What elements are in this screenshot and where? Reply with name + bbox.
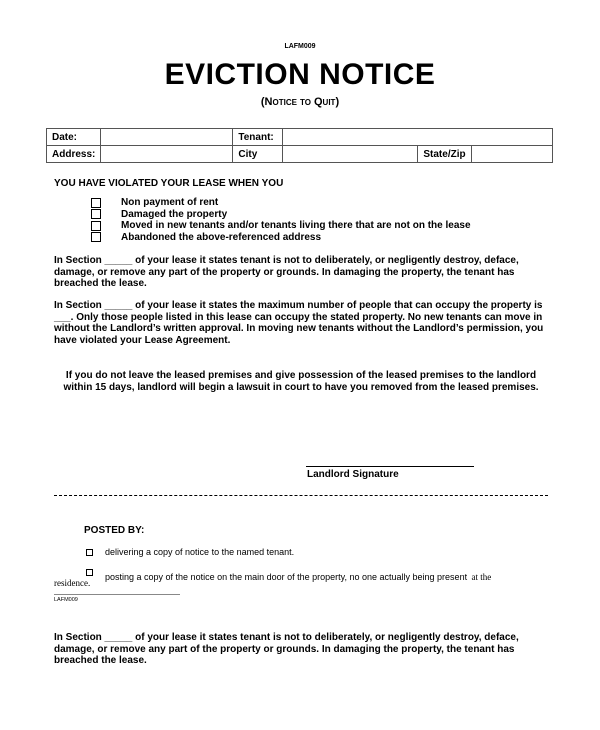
dashed-separator <box>54 495 548 496</box>
date-label: Date: <box>47 129 101 146</box>
violation-label: Moved in new tenants and/or tenants living there that are not on the lease <box>121 220 471 232</box>
signature-line[interactable] <box>306 466 474 467</box>
violation-label: Non payment of rent <box>121 197 219 209</box>
damage-paragraph: In Section _____ of your lease it states tenant is not to deliberately, or negligently destroy, deface, damage, or remove any part of the property or grounds. In damaging the property, the tenant has breached the lease. <box>54 255 519 290</box>
violation-label: Damaged the property <box>121 208 228 220</box>
violation-item <box>91 220 471 232</box>
document-title: EVICTION NOTICE <box>164 58 436 91</box>
posted-option-checkbox[interactable] <box>86 569 93 576</box>
info-row-date <box>47 129 553 146</box>
checkbox[interactable] <box>91 221 101 231</box>
warning-paragraph: If you do not leave the leased premises and give possession of the leased premises to the landlord within 15 days, landlord will begin a lawsuit in court to have you removed from the leased premises. <box>63 370 539 393</box>
state-zip-label: State/Zip <box>418 146 471 163</box>
info-row-address <box>47 146 553 163</box>
form-code: LAFM009 <box>284 43 316 50</box>
violation-label: Abandoned the above-referenced address <box>121 231 322 243</box>
occupancy-paragraph: In Section _____ of your lease it states the maximum number of people that can occupy the property is ___. Only those people listed in this lease can occupy the stated property. No new tenants can move in without the Landlord’s written approval. In moving new tenants without the Landlord’s permission, you have violated your Lease Agreement. <box>54 300 544 347</box>
signature-label: Landlord Signature <box>307 469 399 480</box>
posted-option-2-tail: at the <box>471 572 492 582</box>
posted-option-2-label: posting a copy of the notice on the main door of the property, no one actually being present <box>105 572 468 582</box>
violation-item <box>91 232 471 244</box>
document-subtitle: (Notice to Quit) <box>260 96 340 108</box>
footer-rule <box>54 594 180 595</box>
city-label: City <box>233 146 283 163</box>
violations-checklist <box>91 197 471 243</box>
posted-option-2 <box>105 567 491 585</box>
tenant-label: Tenant: <box>233 129 283 146</box>
checkbox[interactable] <box>91 232 101 242</box>
posted-option-1-label: delivering a copy of notice to the named tenant. <box>105 547 295 557</box>
violation-item <box>91 197 471 209</box>
city-field[interactable] <box>283 146 418 163</box>
posted-option-2-wrap: residence. <box>54 578 91 588</box>
date-field[interactable] <box>101 129 233 146</box>
damage-repeat-paragraph: In Section _____ of your lease it states tenant is not to deliberately, or negligently destroy, deface, damage, or remove any part of the property or grounds. In damaging the property, the tenant has breached the lease. <box>54 632 519 667</box>
state-zip-field[interactable] <box>471 146 552 163</box>
footer-form-code: LAFM009 <box>54 597 78 603</box>
violations-lead: YOU HAVE VIOLATED YOUR LEASE WHEN YOU <box>54 178 284 189</box>
tenant-field[interactable] <box>283 129 553 146</box>
address-label: Address: <box>47 146 101 163</box>
violation-item <box>91 209 471 221</box>
posted-option-checkbox[interactable] <box>86 549 93 556</box>
checkbox[interactable] <box>91 209 101 219</box>
checkbox[interactable] <box>91 198 101 208</box>
address-field[interactable] <box>101 146 233 163</box>
info-table <box>46 128 553 163</box>
posted-by-heading: POSTED BY: <box>84 525 145 536</box>
